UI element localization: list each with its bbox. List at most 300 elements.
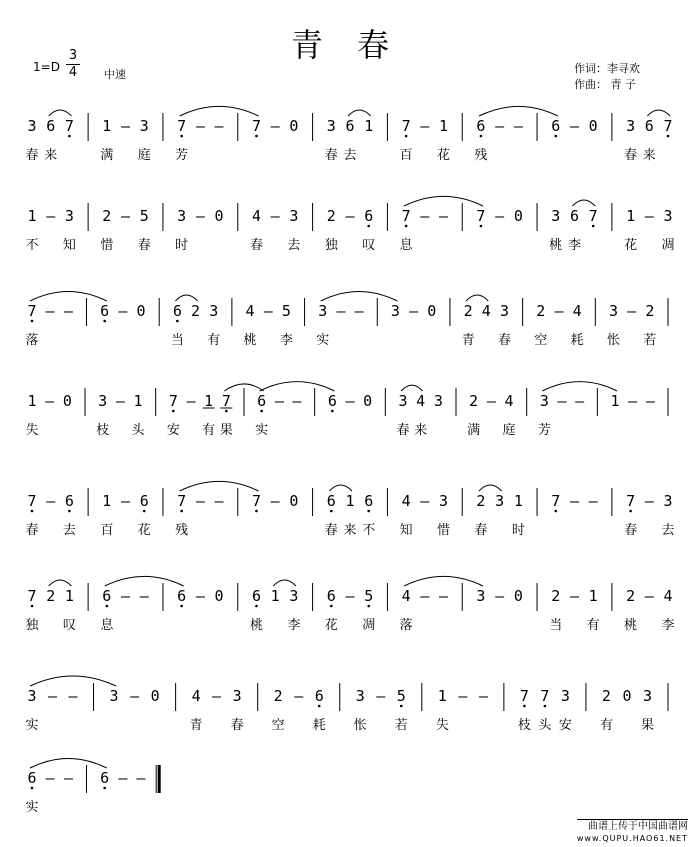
slur — [105, 576, 184, 586]
system-4 — [0, 378, 692, 448]
lyric-char: 桃 — [249, 618, 263, 633]
lyric-char: 春 — [624, 148, 638, 163]
note: 3 — [495, 492, 505, 510]
note: 3 — [539, 392, 549, 410]
note: 0 — [289, 492, 299, 510]
note: 2 — [102, 207, 112, 225]
lyric-char: 耗 — [312, 718, 326, 733]
note: 1 — [345, 492, 355, 510]
lyric-char: 实 — [255, 423, 269, 438]
note: 2 — [645, 302, 655, 320]
lyric-char: 惜 — [437, 523, 451, 538]
dash-extension: – — [644, 587, 654, 605]
lyric-char: 芳 — [537, 423, 551, 438]
lower-octave-dot — [68, 135, 71, 138]
note: 0 — [136, 302, 146, 320]
dash-extension: – — [121, 117, 131, 135]
note: 6 — [46, 117, 56, 135]
lower-octave-dot — [68, 510, 71, 513]
lyric-char: 知 — [62, 238, 76, 253]
lyric-char: 头 — [538, 718, 552, 733]
dash-extension: – — [345, 392, 355, 410]
lyric-char: 花 — [624, 238, 638, 253]
slur — [329, 485, 352, 491]
note: 6 — [100, 769, 110, 787]
dash-extension: – — [121, 207, 131, 225]
slur — [49, 580, 72, 586]
slur — [572, 200, 595, 206]
note: 6 — [139, 492, 149, 510]
lyric-char: 头 — [131, 423, 145, 438]
lower-octave-dot — [367, 510, 370, 513]
note: 2 — [476, 492, 486, 510]
note: 4 — [504, 392, 514, 410]
system-7 — [0, 673, 692, 743]
lyric-char: 独 — [25, 618, 39, 633]
note: 6 — [257, 392, 267, 410]
note: 7 — [27, 587, 37, 605]
dash-extension: – — [644, 207, 654, 225]
note: 3 — [560, 687, 570, 705]
lower-octave-dot — [180, 135, 183, 138]
note: 1 — [64, 587, 74, 605]
lyric-char: 息 — [100, 618, 114, 633]
lyric-char: 青 — [189, 718, 203, 733]
system-3-svg — [0, 288, 692, 358]
note: 7 — [251, 117, 261, 135]
dash-extension: – — [121, 492, 131, 510]
lyric-char: 春 — [396, 423, 410, 438]
lyric-char: 有 — [586, 618, 600, 633]
dash-extension: – — [554, 302, 564, 320]
lyric-char: 惜 — [100, 238, 114, 253]
lyric-char: 来 — [414, 423, 428, 438]
note: 3 — [433, 392, 443, 410]
dash-extension: – — [270, 117, 280, 135]
lyric-char: 春 — [324, 148, 338, 163]
dash-extension: – — [45, 392, 55, 410]
note: 6 — [364, 492, 374, 510]
lyric-char: 实 — [25, 718, 39, 733]
lyricist-credit: 作词：李寻欢 — [574, 62, 640, 75]
note: 2 — [551, 587, 561, 605]
slur — [479, 106, 558, 116]
lower-octave-dot — [31, 605, 34, 608]
slur — [260, 382, 335, 391]
lyric-char: 残 — [175, 523, 189, 538]
lyric-char: 安 — [166, 423, 180, 438]
system-3 — [0, 288, 692, 358]
lyric-char: 若 — [394, 718, 408, 733]
note: 2 — [46, 587, 56, 605]
note: 1 — [439, 117, 449, 135]
lower-octave-dot — [554, 510, 557, 513]
watermark — [577, 819, 688, 845]
dash-extension: – — [46, 492, 56, 510]
lyric-char: 落 — [25, 333, 39, 348]
slur — [49, 110, 72, 116]
slur — [647, 110, 670, 116]
system-8 — [0, 755, 692, 825]
lyric-char: 满 — [100, 148, 114, 163]
dash-extension: – — [354, 302, 364, 320]
note: 3 — [499, 302, 509, 320]
dash-extension: – — [118, 302, 128, 320]
dash-extension: – — [68, 687, 78, 705]
note: 5 — [281, 302, 291, 320]
dash-extension: – — [575, 392, 585, 410]
dash-extension: – — [513, 117, 523, 135]
system-5 — [0, 478, 692, 548]
lyric-char: 残 — [474, 148, 488, 163]
note: 7 — [64, 117, 74, 135]
note: 7 — [540, 687, 550, 705]
dash-extension: – — [130, 687, 140, 705]
lyric-char: 春 — [324, 523, 338, 538]
system-6-svg — [0, 573, 692, 643]
lyric-char: 落 — [399, 618, 413, 633]
note: 2 — [191, 302, 201, 320]
note: 7 — [168, 392, 178, 410]
note: 2 — [601, 687, 611, 705]
dash-extension: – — [212, 687, 222, 705]
note: 1 — [364, 117, 374, 135]
dash-extension: – — [270, 207, 280, 225]
lower-octave-dot — [330, 605, 333, 608]
note: 3 — [27, 687, 37, 705]
lyric-char: 怅 — [353, 718, 367, 733]
note: 3 — [390, 302, 400, 320]
dash-extension: – — [121, 587, 131, 605]
lower-octave-dot — [629, 510, 632, 513]
system-4-svg — [0, 378, 692, 448]
dash-extension: – — [274, 392, 284, 410]
note: 7 — [177, 492, 187, 510]
note: 3 — [177, 207, 187, 225]
lower-octave-dot — [367, 605, 370, 608]
note: 4 — [401, 492, 411, 510]
note: 7 — [476, 207, 486, 225]
lower-octave-dot — [103, 787, 106, 790]
lyric-char: 时 — [511, 523, 525, 538]
lyric-char: 桃 — [243, 333, 257, 348]
dash-extension: – — [495, 117, 505, 135]
system-1 — [0, 103, 692, 173]
lyric-char: 若 — [643, 333, 657, 348]
lyric-char: 花 — [137, 523, 151, 538]
lower-octave-dot — [180, 605, 183, 608]
lyric-char: 不 — [25, 238, 39, 253]
lyric-char: 春 — [249, 238, 263, 253]
lower-octave-dot — [103, 320, 106, 323]
system-5-svg — [0, 478, 692, 548]
slur — [404, 576, 483, 586]
dash-extension: – — [376, 687, 386, 705]
note: 6 — [172, 302, 182, 320]
note: 6 — [326, 492, 336, 510]
lyric-char: 凋 — [661, 238, 675, 253]
lower-octave-dot — [400, 705, 403, 708]
system-7-svg — [0, 673, 692, 743]
lower-octave-dot — [260, 410, 263, 413]
lower-octave-dot — [225, 410, 228, 413]
lyric-char: 息 — [399, 238, 413, 253]
lyric-char: 当 — [170, 333, 184, 348]
lyric-char: 不 — [362, 523, 376, 538]
time-signature-top: 3 — [68, 48, 78, 63]
dash-extension: – — [628, 392, 638, 410]
dash-extension: – — [63, 769, 73, 787]
note: 3 — [209, 302, 219, 320]
note: 3 — [326, 117, 336, 135]
lyric-char: 有 — [202, 423, 216, 438]
note: 1 — [102, 492, 112, 510]
note: 4 — [401, 587, 411, 605]
composer-credit: 作曲： 青 子 — [574, 78, 636, 91]
note: 4 — [191, 687, 201, 705]
lyric-char: 满 — [467, 423, 481, 438]
slur — [180, 106, 259, 116]
lyric-char: 李 — [661, 618, 675, 633]
slur — [479, 485, 502, 491]
dash-extension: – — [458, 687, 468, 705]
lower-octave-dot — [667, 135, 670, 138]
note: 1 — [626, 207, 636, 225]
note: 3 — [98, 392, 108, 410]
note: 1 — [102, 117, 112, 135]
note: 3 — [289, 207, 299, 225]
note: 5 — [139, 207, 149, 225]
slur — [30, 759, 107, 768]
note: 7 — [551, 492, 561, 510]
lyric-char: 花 — [437, 148, 451, 163]
note: 7 — [177, 117, 187, 135]
dash-extension: – — [48, 687, 58, 705]
note: 3 — [439, 492, 449, 510]
slur — [30, 292, 107, 301]
dash-extension: – — [420, 587, 430, 605]
dash-extension: – — [569, 117, 579, 135]
slur — [180, 481, 259, 491]
lyric-char: 李 — [567, 238, 581, 253]
note: 0 — [62, 392, 72, 410]
slur — [348, 110, 371, 116]
dash-extension: – — [420, 207, 430, 225]
dash-extension: – — [345, 587, 355, 605]
dash-extension: – — [569, 587, 579, 605]
note: 1 — [437, 687, 447, 705]
lyric-char: 春 — [25, 523, 39, 538]
note: 4 — [663, 587, 673, 605]
lower-octave-dot — [367, 225, 370, 228]
lyric-char: 当 — [549, 618, 563, 633]
dash-extension: – — [409, 302, 419, 320]
lower-octave-dot — [318, 705, 321, 708]
lyric-char: 空 — [534, 333, 548, 348]
note: 7 — [626, 492, 636, 510]
note: 3 — [398, 392, 408, 410]
note: 7 — [519, 687, 529, 705]
lyric-char: 春 — [474, 523, 488, 538]
note: 2 — [469, 392, 479, 410]
lyric-char: 叹 — [362, 238, 376, 253]
note: 3 — [551, 207, 561, 225]
lyric-char: 青 — [461, 333, 475, 348]
note: 6 — [251, 587, 261, 605]
lower-octave-dot — [255, 510, 258, 513]
time-signature — [66, 49, 80, 80]
note: 2 — [626, 587, 636, 605]
dash-extension: – — [645, 392, 655, 410]
note: 3 — [608, 302, 619, 320]
lower-octave-dot — [405, 135, 408, 138]
lyric-char: 李 — [287, 618, 301, 633]
dash-extension: – — [345, 207, 355, 225]
slur — [542, 382, 617, 391]
note: 3 — [64, 207, 74, 225]
note: 0 — [214, 587, 224, 605]
lyric-char: 芳 — [175, 148, 189, 163]
note: 2 — [463, 302, 473, 320]
note: 1 — [27, 392, 37, 410]
watermark-line-2: www.QUPU.HAO61.NET — [576, 834, 688, 843]
lyric-char: 花 — [324, 618, 338, 633]
note: 0 — [150, 687, 160, 705]
note: 6 — [100, 302, 110, 320]
dash-extension: – — [63, 302, 73, 320]
dash-extension: – — [45, 302, 55, 320]
system-1-svg — [0, 103, 692, 173]
lyric-char: 凋 — [362, 618, 376, 633]
note: 3 — [663, 207, 673, 225]
note: 5 — [396, 687, 406, 705]
watermark-line-1: 曲谱上传于中国曲谱网 — [588, 821, 688, 832]
slur — [175, 295, 197, 301]
dash-extension: – — [214, 117, 224, 135]
lower-octave-dot — [31, 510, 34, 513]
lyric-char: 庭 — [502, 423, 516, 438]
lyric-char: 实 — [25, 800, 39, 815]
lyric-char: 春 — [624, 523, 638, 538]
note: 4 — [481, 302, 491, 320]
note: 6 — [314, 687, 324, 705]
lyric-char: 有 — [599, 718, 613, 733]
dash-extension: – — [569, 492, 579, 510]
lyric-char: 春 — [230, 718, 244, 733]
note: 6 — [102, 587, 112, 605]
lower-octave-dot — [331, 410, 334, 413]
note: 0 — [427, 302, 437, 320]
lower-octave-dot — [330, 510, 333, 513]
note: 3 — [476, 587, 486, 605]
lyric-char: 枝 — [517, 718, 531, 733]
note: 0 — [588, 117, 598, 135]
note: 6 — [644, 117, 654, 135]
note: 1 — [133, 392, 143, 410]
note: 1 — [513, 492, 523, 510]
lyric-char: 百 — [100, 523, 114, 538]
lower-octave-dot — [255, 605, 258, 608]
dash-extension: – — [495, 207, 505, 225]
note: 1 — [270, 587, 280, 605]
lyric-char: 庭 — [137, 148, 151, 163]
dash-extension: – — [292, 392, 302, 410]
lyric-char: 有 — [207, 333, 221, 348]
dash-extension: – — [195, 587, 205, 605]
lyric-char: 时 — [175, 238, 189, 253]
dash-extension: – — [294, 687, 304, 705]
lyric-char: 来 — [642, 148, 656, 163]
dash-extension: – — [336, 302, 346, 320]
lyric-char: 春 — [137, 238, 151, 253]
note: 7 — [401, 207, 411, 225]
note: 6 — [476, 117, 486, 135]
lower-octave-dot — [31, 320, 34, 323]
lower-octave-dot — [405, 225, 408, 228]
note: 1 — [610, 392, 620, 410]
dash-extension: – — [46, 207, 56, 225]
dash-extension: – — [139, 587, 149, 605]
lyric-char: 知 — [399, 523, 413, 538]
note: 2 — [326, 207, 336, 225]
lyric-char: 去 — [661, 523, 675, 538]
lyric-char: 枝 — [96, 423, 110, 438]
lower-octave-dot — [31, 787, 34, 790]
note: 3 — [626, 117, 636, 135]
lyric-char: 去 — [343, 148, 357, 163]
dash-extension: – — [136, 769, 146, 787]
dash-extension: – — [195, 492, 205, 510]
note: 6 — [327, 392, 337, 410]
lyric-char: 失 — [25, 423, 39, 438]
dash-extension: – — [195, 117, 205, 135]
lyric-char: 果 — [219, 423, 233, 438]
lower-octave-dot — [176, 320, 179, 323]
note: 4 — [572, 302, 582, 320]
lower-octave-dot — [172, 410, 175, 413]
note: 6 — [326, 587, 336, 605]
lower-octave-dot — [480, 135, 483, 138]
note: 7 — [27, 302, 37, 320]
system-2 — [0, 193, 692, 263]
slur — [30, 676, 116, 686]
note: 7 — [588, 207, 598, 225]
note: 3 — [27, 117, 37, 135]
lyric-char: 春 — [25, 148, 39, 163]
lyric-char: 叹 — [62, 618, 76, 633]
lyric-char: 去 — [62, 523, 76, 538]
dash-extension: – — [115, 392, 125, 410]
dash-extension: – — [495, 587, 505, 605]
lower-octave-dot — [544, 705, 547, 708]
note: 0 — [214, 207, 224, 225]
lower-octave-dot — [554, 135, 557, 138]
lyric-char: 果 — [640, 718, 654, 733]
note: 7 — [221, 392, 231, 410]
lyric-char: 怅 — [606, 333, 620, 348]
note: 1 — [204, 392, 214, 410]
dash-extension: – — [270, 492, 280, 510]
note: 3 — [355, 687, 365, 705]
dash-extension: – — [478, 687, 488, 705]
note: 3 — [232, 687, 242, 705]
lyric-char: 实 — [316, 333, 330, 348]
slur — [404, 196, 483, 206]
dash-extension: – — [263, 302, 273, 320]
note: 0 — [513, 587, 523, 605]
lower-octave-dot — [143, 510, 146, 513]
note: 3 — [109, 687, 119, 705]
